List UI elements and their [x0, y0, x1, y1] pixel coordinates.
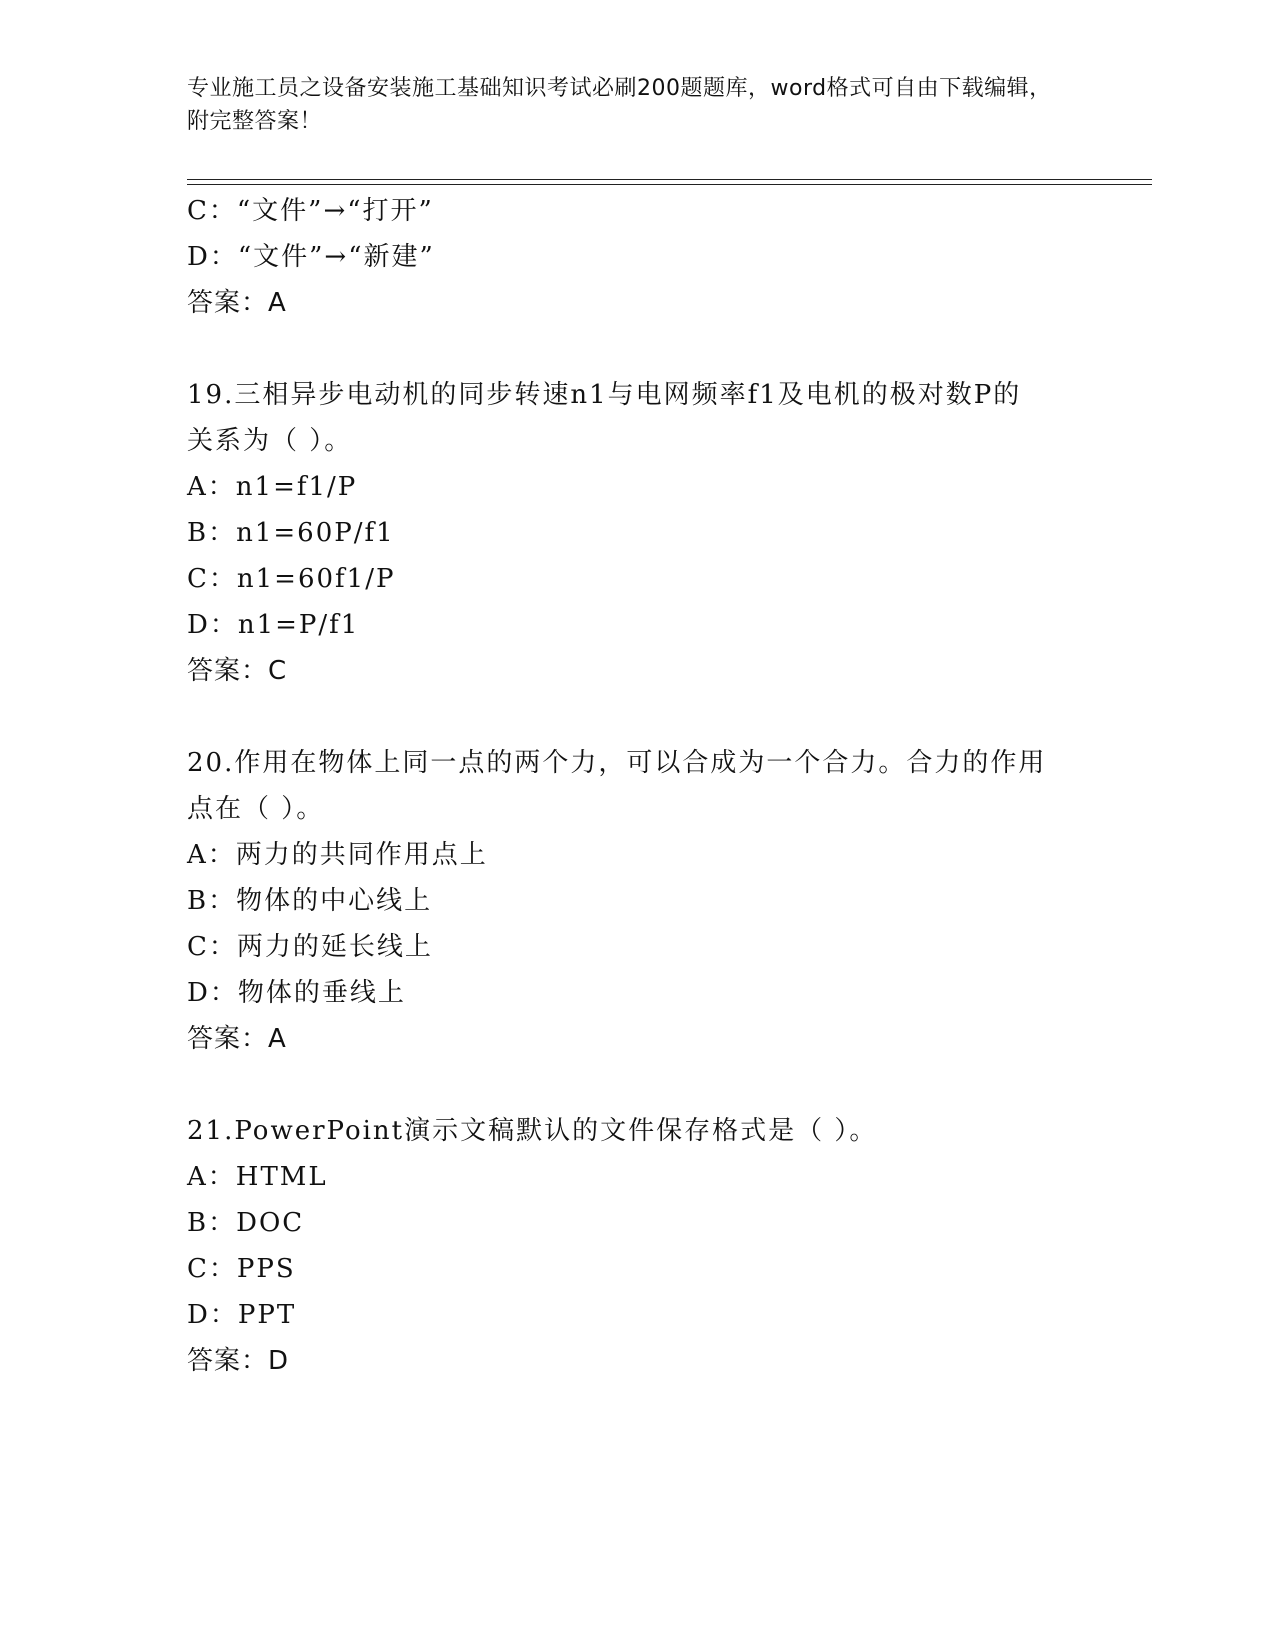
- answer-line: 答案：A: [187, 288, 287, 318]
- question-18-tail: [187, 188, 1087, 326]
- header-rule-top: [187, 179, 1152, 180]
- option-c: C：两力的延长线上: [187, 932, 433, 962]
- option-c: C：PPS: [187, 1254, 296, 1284]
- document-body: [187, 188, 1087, 1384]
- question-19: [187, 372, 1087, 694]
- question-stem-continued: 关系为（ ）。: [187, 426, 353, 456]
- option-d: D：n1=P/f1: [187, 610, 360, 640]
- option-a: A：n1=f1/P: [187, 472, 358, 502]
- option-b: B：物体的中心线上: [187, 886, 433, 916]
- option-a: A：两力的共同作用点上: [187, 840, 488, 870]
- option-c: C：n1=60f1/P: [187, 564, 396, 594]
- answer-line: 答案：A: [187, 1024, 287, 1054]
- option-d: D：物体的垂线上: [187, 978, 406, 1008]
- option-a: A：HTML: [187, 1162, 328, 1192]
- option-b: B：n1=60P/f1: [187, 518, 395, 548]
- question-stem: 20.作用在物体上同一点的两个力，可以合成为一个合力。合力的作用: [187, 748, 1047, 778]
- question-20: [187, 740, 1087, 1062]
- answer-line: 答案：C: [187, 656, 288, 686]
- question-stem-continued: 点在（ ）。: [187, 794, 325, 824]
- option-c: C：“文件”→“打开”: [187, 196, 434, 226]
- document-header: 专业施工员之设备安装施工基础知识考试必刷200题题库，word格式可自由下载编辑，附完整答案！: [187, 76, 1052, 134]
- answer-line: 答案：D: [187, 1346, 290, 1376]
- question-21: [187, 1108, 1087, 1384]
- question-stem: 19.三相异步电动机的同步转速n1与电网频率f1及电机的极对数P的: [187, 380, 1022, 410]
- option-b: B：DOC: [187, 1208, 305, 1238]
- option-d: D：PPT: [187, 1300, 297, 1330]
- header-rule-bottom: [187, 184, 1152, 185]
- option-d: D：“文件”→“新建”: [187, 242, 435, 272]
- question-stem: 21.PowerPoint演示文稿默认的文件保存格式是（ ）。: [187, 1116, 878, 1146]
